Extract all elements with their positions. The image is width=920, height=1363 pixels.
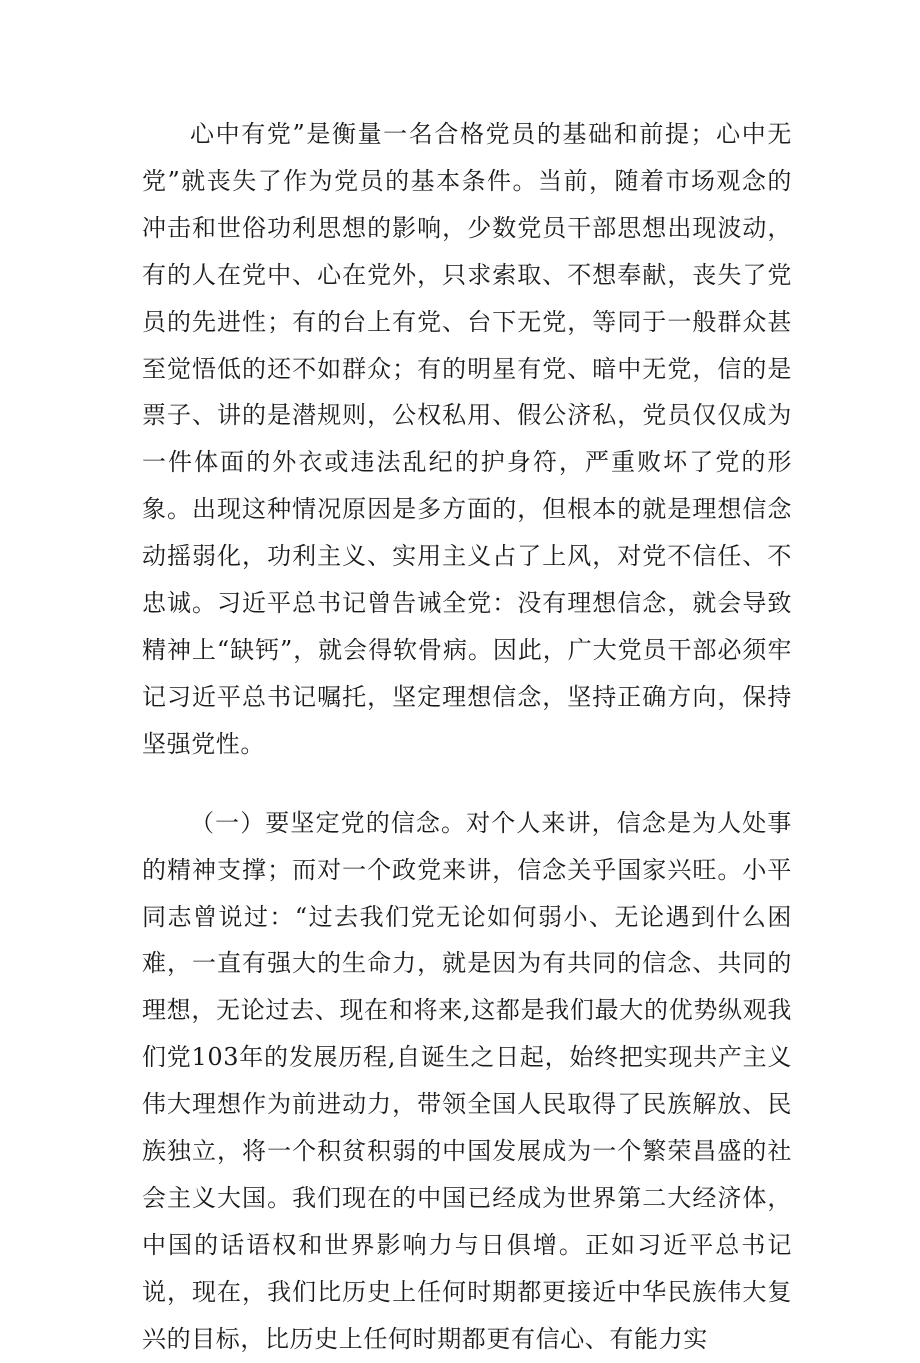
- document-body: [142, 111, 792, 1363]
- paragraph-firm-party-belief: （一）要坚定党的信念。对个人来讲，信念是为人处事的精神支撑；而对一个政党来讲，信念关乎国家兴旺。小平同志曾说过：“过去我们党无论如何弱小、无论遇到什么困难，一直有强大的生命力，就是因为有共同的信念、共同的理想，无论过去、现在和将来,这都是我们最大的优势纵观我们党103年的发展历程,自诞生之日起，始终把实现共产主义伟大理想作为前进动力，带领全国人民取得了民族解放、民族独立，将一个积贫积弱的中国发展成为一个繁荣昌盛的社会主义大国。我们现在的中国已经成为世界第二大经济体，中国的话语权和世界影响力与日俱增。正如习近平总书记说，现在，我们比历史上任何时期都更接近中华民族伟大复兴的目标，比历史上任何时期都更有信心、有能力实: [142, 808, 792, 1353]
- paragraph-party-in-heart: 心中有党”是衡量一名合格党员的基础和前提；心中无党”就丧失了作为党员的基本条件。当前，随着市场观念的冲击和世俗功利思想的影响，少数党员干部思想出现波动，有的人在党中、心在党外，只求索取、不想奉献，丧失了党员的先进性；有的台上有党、台下无党，等同于一般群众甚至觉悟低的还不如群众；有的明星有党、暗中无党，信的是票子、讲的是潜规则，公权私用、假公济私，党员仅仅成为一件体面的外衣或违法乱纪的护身符，严重败坏了党的形象。出现这种情况原因是多方面的，但根本的就是理想信念动摇弱化，功利主义、实用主义占了上风，对党不信任、不忠诚。习近平总书记曾告诫全党：没有理想信念，就会导致精神上“缺钙”，就会得软骨病。因此，广大党员干部必须牢记习近平总书记嘱托，坚定理想信念，坚持正确方向，保持坚强党性。: [142, 120, 792, 758]
